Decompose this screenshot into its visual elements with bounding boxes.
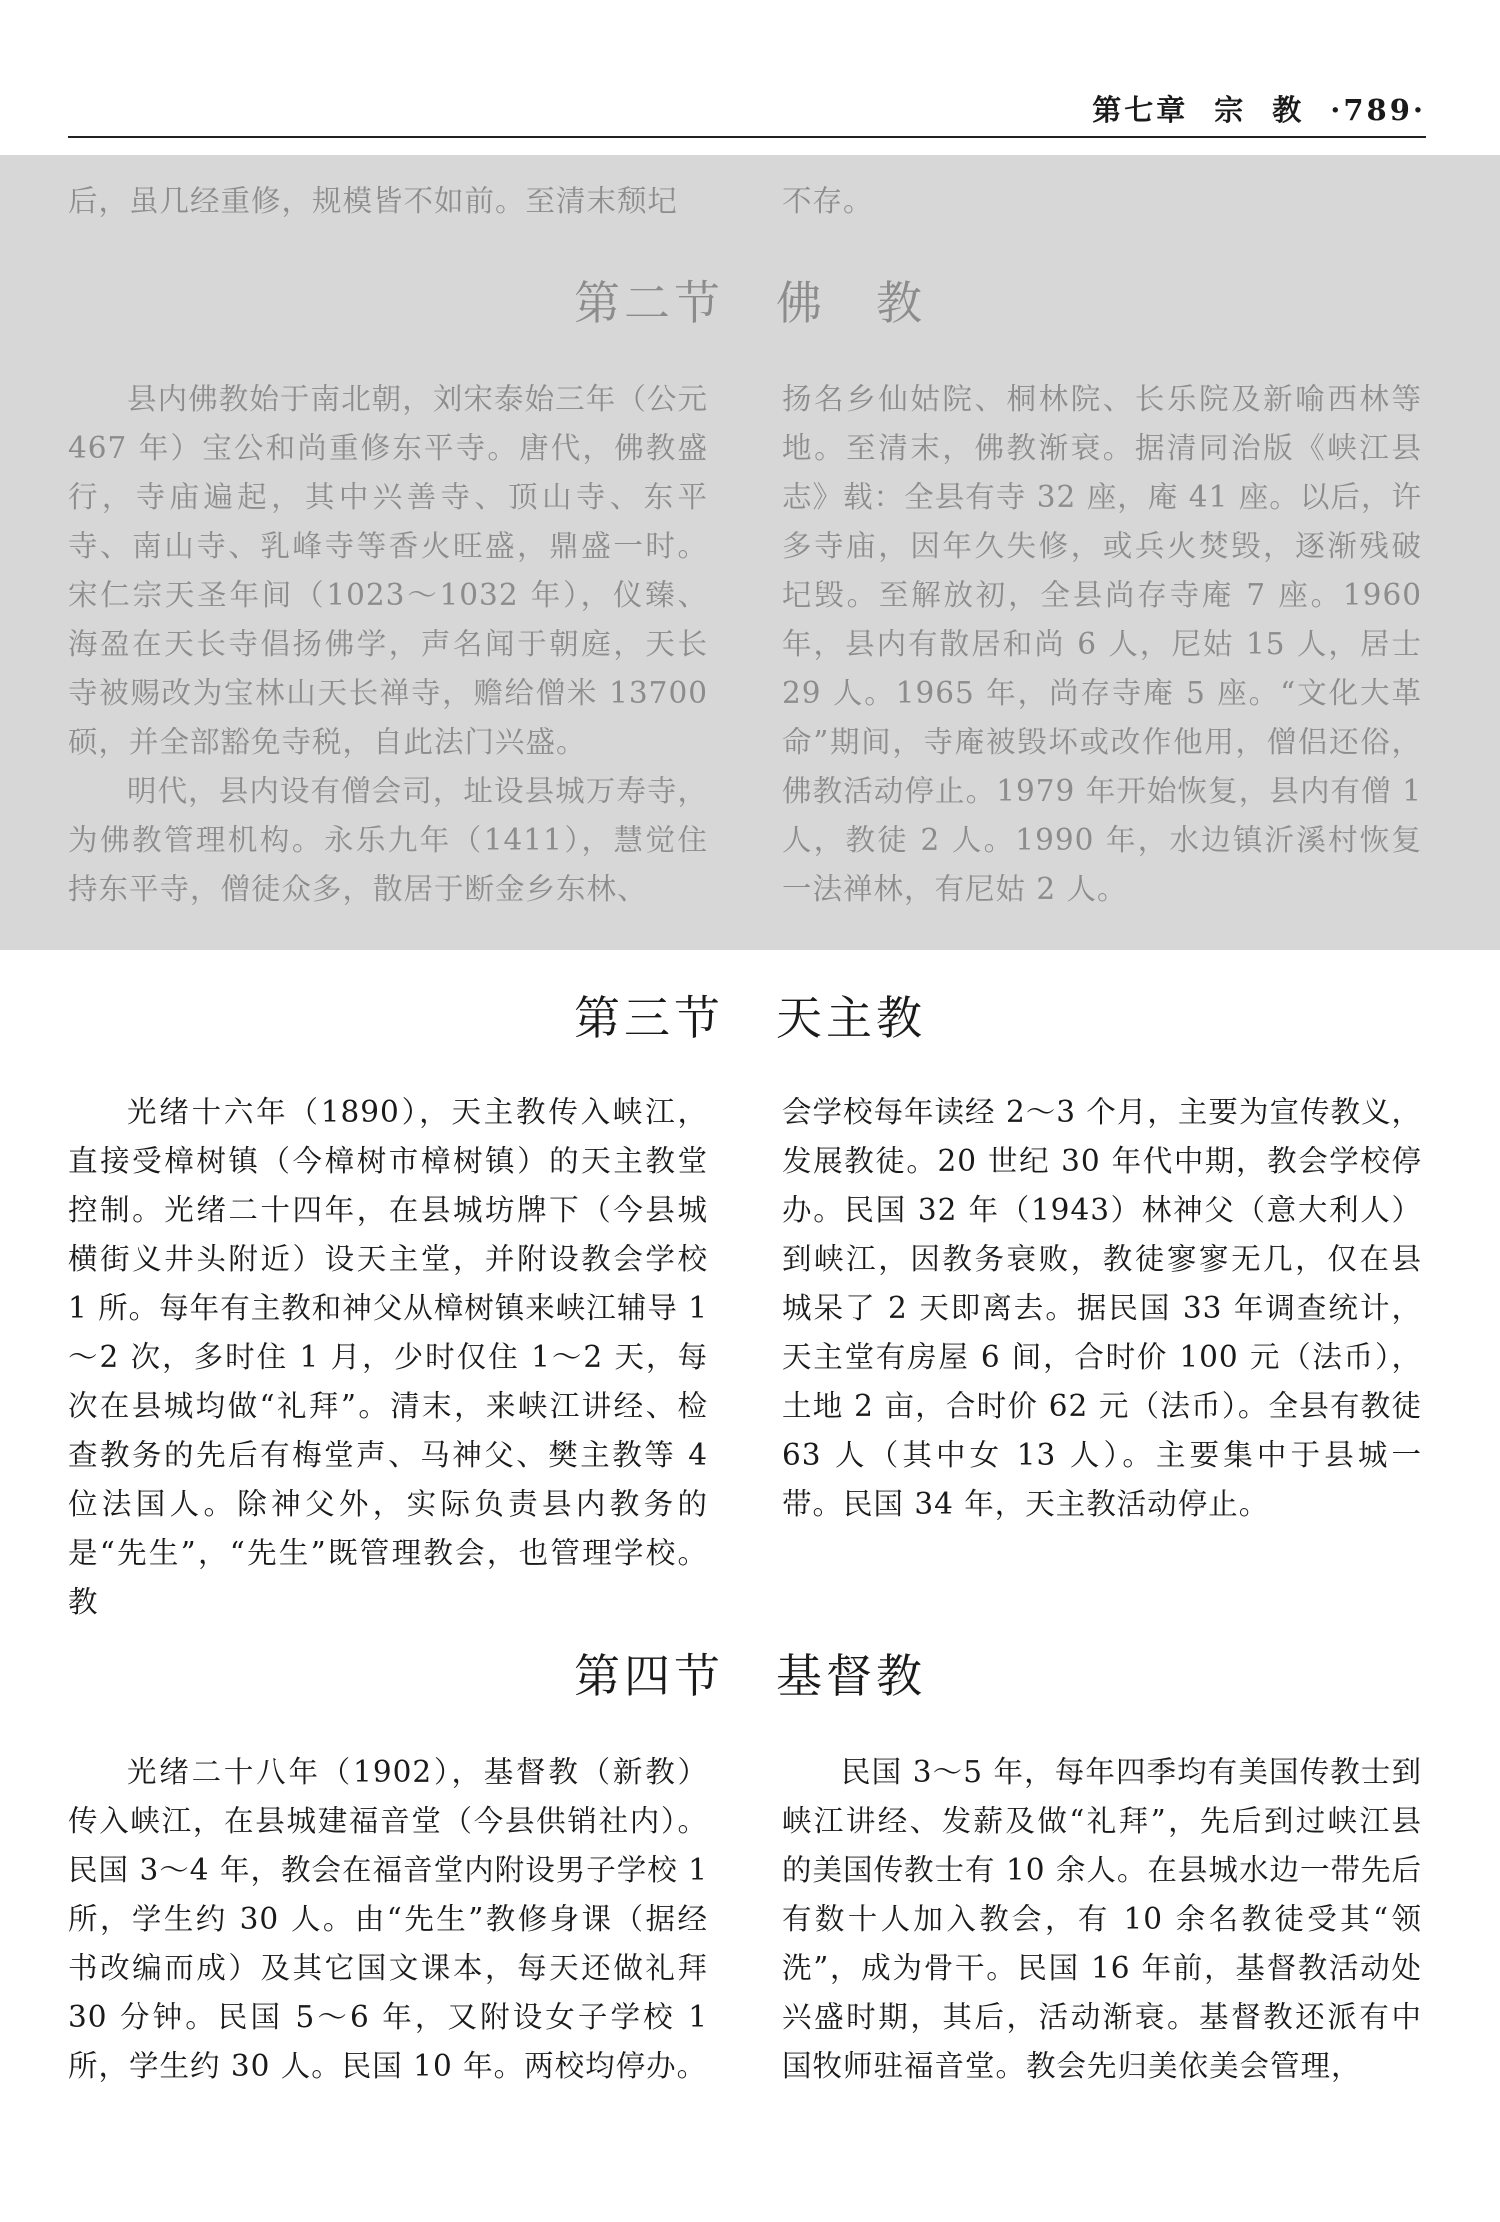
page-number: ·789·	[1330, 93, 1426, 127]
section-2-left-column	[68, 375, 708, 914]
section-3-left-column	[68, 1088, 708, 1627]
section-4-number: 第四节	[574, 1649, 724, 1703]
carryover-right-text: 不存。	[782, 184, 874, 218]
section-2-paragraph: 县内佛教始于南北朝，刘宋泰始三年（公元 467 年）宝公和尚重修东平寺。唐代，佛教盛行，寺庙遍起，其中兴善寺、顶山寺、东平寺、南山寺、乳峰寺等香火旺盛，鼎盛一时。宋仁宗天圣年间（1023～1032 年），仪臻、海盈在天长寺倡扬佛学，声名闻于朝庭，天长寺被赐改为宝林山天长禅寺，赡给僧米 13700 硕，并全部豁免寺税，自此法门兴盛。	[68, 382, 708, 759]
section-4-title	[0, 1640, 1500, 1706]
section-4-name: 基督教	[776, 1649, 926, 1703]
section-4-paragraph: 光绪二十八年（1902），基督教（新教）传入峡江，在县城建福音堂（今县供销社内）。民国 3～4 年，教会在福音堂内附设男子学校 1 所，学生约 30 人。由“先生”教修身课（据经书改编而成）及其它国文课本，每天还做礼拜 30 分钟。民国 5～6 年，又附设女子学校 1 所，学生约 30 人。民国 10 年。两校均停办。	[68, 1755, 708, 2083]
chapter-subject-1: 宗	[1214, 93, 1247, 127]
section-4-paragraph: 民国 3～5 年，每年四季均有美国传教士到峡江讲经、发薪及做“礼拜”，先后到过峡江县的美国传教士有 10 余人。在县城水边一带先后有数十人加入教会，有 10 余名教徒受其“领洗”，成为骨干。民国 16 年前，基督教活动处兴盛时期，其后，活动渐衰。基督教还派有中国牧师驻福音堂。教会先归美依美会管理，	[782, 1755, 1422, 2083]
section-3-number: 第三节	[574, 991, 724, 1045]
chapter-label: 第七章	[1092, 93, 1189, 127]
section-3-name: 天主教	[776, 991, 926, 1045]
chapter-subject-2: 教	[1272, 93, 1305, 127]
section-2-number: 第二节	[574, 276, 724, 330]
section-3-paragraph: 光绪十六年（1890），天主教传入峡江，直接受樟树镇（今樟树市樟树镇）的天主教堂控制。光绪二十四年，在县城坊牌下（今县城横街义井头附近）设天主堂，并附设教会学校 1 所。每年有主教和神父从樟树镇来峡江辅导 1～2 次，多时住 1 月，少时仅住 1～2 天，每次在县城均做“礼拜”。清末，来峡江讲经、检查教务的先后有梅堂声、马神父、樊主教等 4 位法国人。除神父外，实际负责县内教务的是“先生”，“先生”既管理教会，也管理学校。教	[68, 1095, 708, 1619]
section-4-right-column	[782, 1748, 1422, 2091]
section-3-paragraph: 会学校每年读经 2～3 个月，主要为宣传教义，发展教徒。20 世纪 30 年代中期，教会学校停办。民国 32 年（1943）林神父（意大利人）到峡江，因教务衰败，教徒寥寥无几，仅在县城呆了 2 天即离去。据民国 33 年调查统计，天主堂有房屋 6 间，合时价 100 元（法币），土地 2 亩，合时价 62 元（法币）。全县有教徒 63 人（其中女 13 人）。主要集中于县城一带。民国 34 年，天主教活动停止。	[782, 1095, 1422, 1521]
page-header	[68, 70, 1426, 138]
section-4-left-column	[68, 1748, 708, 2091]
section-2-name: 佛 教	[776, 276, 926, 330]
carryover-left	[68, 177, 708, 226]
carryover-left-text: 后，虽几经重修，规模皆不如前。至清末颓圮	[68, 184, 679, 218]
section-2-right-column	[782, 375, 1422, 914]
section-3-right-column	[782, 1088, 1422, 1529]
section-2-paragraph: 扬名乡仙姑院、桐林院、长乐院及新喻西林等地。至清末，佛教渐衰。据清同治版《峡江县志》载：全县有寺 32 座，庵 41 座。以后，许多寺庙，因年久失修，或兵火焚毁，逐渐残破圮毁。至解放初，全县尚存寺庵 7 座。1960 年，县内有散居和尚 6 人，尼姑 15 人，居士 29 人。1965 年，尚存寺庵 5 座。“文化大革命”期间，寺庵被毁坏或改作他用，僧侣还俗，佛教活动停止。1979 年开始恢复，县内有僧 1 人，教徒 2 人。1990 年，水边镇沂溪村恢复一法禅林，有尼姑 2 人。	[782, 382, 1422, 906]
section-2-title	[0, 267, 1500, 333]
shaded-buddhism-block	[0, 155, 1500, 950]
section-3-title	[0, 982, 1500, 1048]
carryover-right	[782, 177, 1422, 226]
section-2-paragraph: 明代，县内设有僧会司，址设县城万寿寺，为佛教管理机构。永乐九年（1411），慧觉住持东平寺，僧徒众多，散居于断金乡东林、	[68, 774, 708, 906]
running-head	[1092, 88, 1426, 129]
